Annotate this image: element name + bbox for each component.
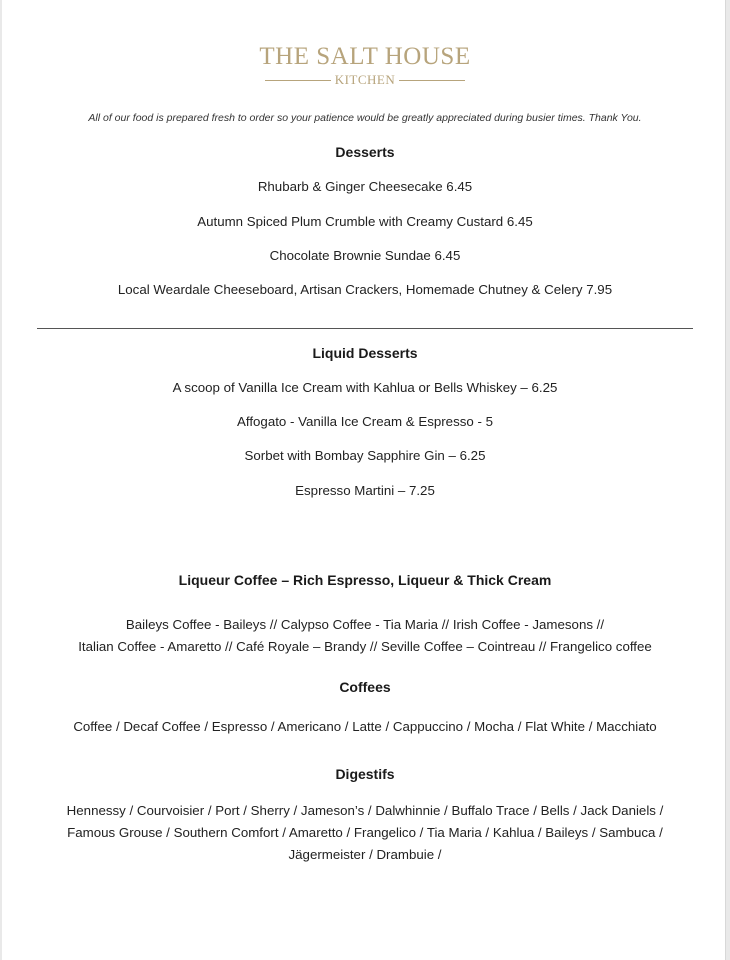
logo-subtitle: KITCHEN [334, 72, 396, 87]
notice-text: All of our food is prepared fresh to order so your patience would be greatly appreciated during busier times. Thank You. [88, 112, 642, 124]
dessert-item: Autumn Spiced Plum Crumble with Creamy Custard 6.45 [197, 214, 533, 229]
liquid-dessert-item: Espresso Martini – 7.25 [295, 483, 435, 498]
coffees-heading: Coffees [339, 679, 391, 695]
digestifs-line: Hennessy / Courvoisier / Port / Sherry / Jameson’s / Dalwhinnie / Buffalo Trace / Bells / Jack Daniels / [66, 803, 664, 818]
liquid-dessert-item: Affogato - Vanilla Ice Cream & Espresso - 5 [237, 414, 493, 429]
logo-title: THE SALT HOUSE [259, 43, 471, 70]
logo-rule-right [399, 80, 465, 81]
liqueur-coffee-line: Italian Coffee - Amaretto // Café Royale – Brandy // Seville Coffee – Cointreau // Frangelico coffee [78, 639, 652, 654]
liqueur-coffee-line: Baileys Coffee - Baileys // Calypso Coffee - Tia Maria // Irish Coffee - Jamesons // [125, 617, 605, 632]
liquid-desserts-heading: Liquid Desserts [312, 345, 418, 361]
liqueur-coffee-heading: Liqueur Coffee – Rich Espresso, Liqueur & Thick Cream [178, 572, 552, 588]
logo [0, 42, 730, 88]
liquid-dessert-item: A scoop of Vanilla Ice Cream with Kahlua or Bells Whiskey – 6.25 [172, 380, 558, 395]
dessert-item: Chocolate Brownie Sundae 6.45 [269, 248, 461, 263]
logo-subtitle-row [0, 72, 730, 88]
digestifs-line: Jägermeister / Drambuie / [288, 847, 442, 862]
section-divider [37, 328, 693, 329]
dessert-item: Local Weardale Cheeseboard, Artisan Crackers, Homemade Chutney & Celery 7.95 [117, 282, 613, 297]
coffees-line: Coffee / Decaf Coffee / Espresso / Americano / Latte / Cappuccino / Mocha / Flat White / Macchiato [73, 719, 657, 734]
dessert-item: Rhubarb & Ginger Cheesecake 6.45 [257, 179, 473, 194]
digestifs-heading: Digestifs [335, 766, 395, 782]
liquid-dessert-item: Sorbet with Bombay Sapphire Gin – 6.25 [244, 448, 486, 463]
desserts-heading: Desserts [335, 144, 395, 160]
digestifs-line: Famous Grouse / Southern Comfort / Amaretto / Frangelico / Tia Maria / Kahlua / Baileys / Sambuca / [67, 825, 663, 840]
logo-rule-left [265, 80, 331, 81]
